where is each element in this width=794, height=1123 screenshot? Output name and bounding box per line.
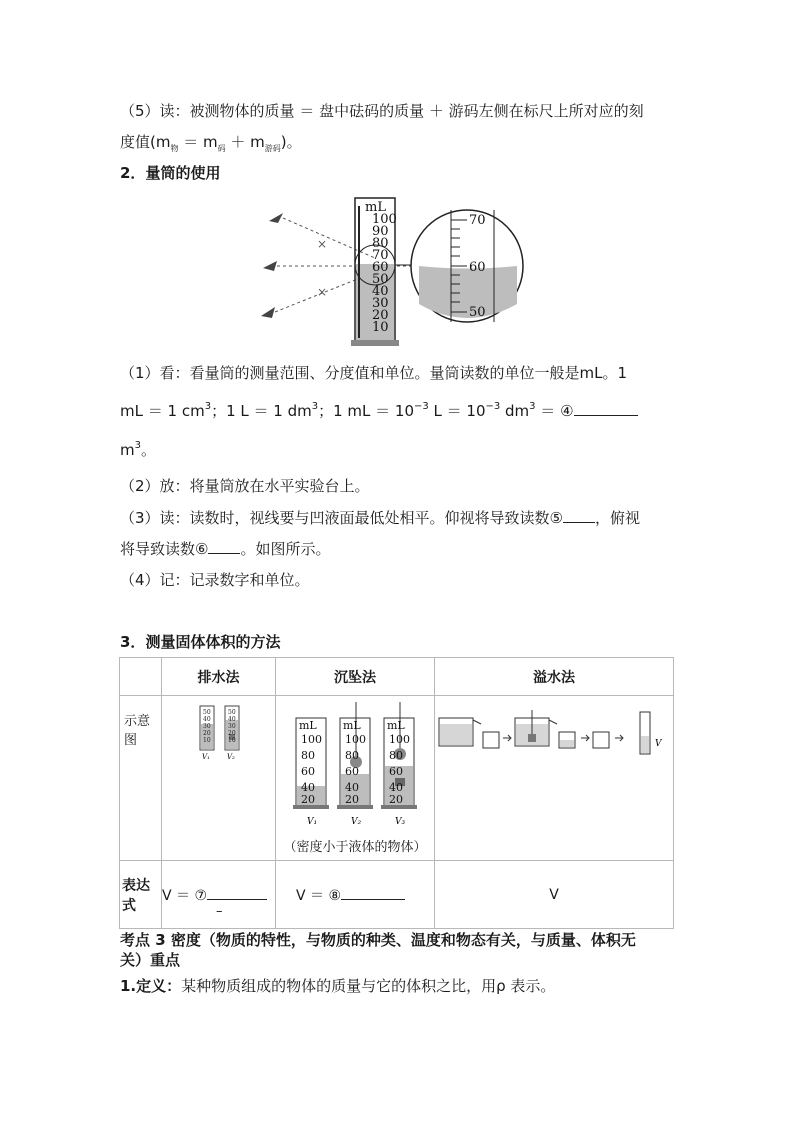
row-label-diagram: 示意图 xyxy=(120,696,162,861)
unit-text: ＝ ④ xyxy=(535,402,574,420)
scale-label: 40 xyxy=(372,284,389,299)
svg-text:×: × xyxy=(317,237,328,251)
scale-label: 90 xyxy=(372,224,389,239)
item-place xyxy=(120,476,370,496)
sink-scale-label: 100 xyxy=(301,733,322,746)
formula-sub-object: 物 xyxy=(170,144,179,153)
zoom-scale-label: 50 xyxy=(469,305,486,320)
item-read-text: 。如图所示。 xyxy=(240,540,331,558)
overflow-label-v: V xyxy=(655,739,662,749)
trailing-dash: – xyxy=(216,904,223,919)
sink-scale-label: 100 xyxy=(389,733,410,746)
reading-step-text: 被测物体的质量 ＝ 盘中砝码的质量 ＋ 游码左侧在标尺上所对应的刻 xyxy=(189,102,644,120)
sink-scale-label: 60 xyxy=(301,765,315,778)
drain-scale-label: 50 xyxy=(203,709,211,716)
scale-label: 60 xyxy=(372,260,389,275)
sink-diagram-cell xyxy=(276,696,435,861)
sink-scale-label: 80 xyxy=(301,749,315,762)
drain-scale-label: 30 xyxy=(228,723,236,730)
sink-method-diagram xyxy=(276,696,434,836)
sink-label-v3: V₃ xyxy=(395,817,406,827)
header-sink: 沉坠法 xyxy=(276,658,435,696)
kaodian-3-title-cont xyxy=(120,950,180,970)
zoom-scale-label: 60 xyxy=(469,260,486,275)
drain-diagram-cell xyxy=(162,696,276,861)
scale-label: 100 xyxy=(372,212,397,227)
section-3-title xyxy=(120,632,280,652)
item-record-text: （4）记：记录数字和单位。 xyxy=(120,571,310,589)
zoom-scale-label: 70 xyxy=(469,213,486,228)
scale-label: 20 xyxy=(372,308,389,323)
item-read-text: ，俯视 xyxy=(595,509,641,527)
item-read-cont xyxy=(120,539,330,559)
exponent: 3 xyxy=(204,401,212,412)
drain-scale-label: 50 xyxy=(228,709,236,716)
exponent: 3 xyxy=(529,401,536,412)
item-look xyxy=(120,363,627,383)
exponent: 3 xyxy=(134,440,141,451)
header-overflow: 溢水法 xyxy=(435,658,674,696)
drain-scale-label: 40 xyxy=(228,716,236,723)
answer-blank-8[interactable] xyxy=(341,885,405,900)
sink-scale-label: 60 xyxy=(389,765,403,778)
drain-label-v2: V₂ xyxy=(227,753,235,761)
sink-scale-label: 20 xyxy=(389,793,403,806)
answer-blank-6[interactable] xyxy=(208,539,240,554)
measuring-cylinder-figure xyxy=(255,192,525,352)
overflow-cup-with-object xyxy=(515,710,557,746)
cylinder-unit: mL xyxy=(365,200,386,215)
unit-text: m xyxy=(120,441,135,459)
row-label-expression xyxy=(120,861,162,929)
scale-label: 10 xyxy=(372,320,389,335)
unit-text: ；1 mL ＝ 10 xyxy=(318,402,414,420)
formula-sub-rider: 游码 xyxy=(264,144,281,153)
unit-text: L ＝ 10 xyxy=(428,402,486,420)
kaodian-3-line2: 关）重点 xyxy=(120,951,181,969)
table-corner xyxy=(120,658,162,696)
unit-text: ；1 L ＝ 1 dm xyxy=(211,402,312,420)
sink-scale-label: 40 xyxy=(301,781,315,794)
formula-start: 度值(m xyxy=(120,133,171,151)
overflow-cup xyxy=(439,718,481,746)
drain-scale-label: 20 xyxy=(203,730,211,737)
section-2-title xyxy=(120,163,220,183)
expression-sink xyxy=(276,861,435,929)
drain-scale-label: 40 xyxy=(203,716,211,723)
section-2-number: 2． xyxy=(120,164,146,182)
sink-scale-label: 100 xyxy=(345,733,366,746)
sink-label-v2: V₂ xyxy=(351,817,362,827)
exponent: −3 xyxy=(414,401,429,412)
unit-text: mL ＝ 1 cm xyxy=(120,402,205,420)
expression-sink-text: V ＝ ⑧ xyxy=(296,887,342,904)
answer-blank-4[interactable] xyxy=(574,401,638,416)
eye-icon xyxy=(269,213,283,223)
item-place-text: （2）放：将量筒放在水平实验台上。 xyxy=(120,477,370,495)
sink-scale-label: 40 xyxy=(345,781,359,794)
reading-step-formula xyxy=(120,132,302,159)
scale-label: 30 xyxy=(372,296,389,311)
expression-overflow xyxy=(435,861,674,929)
exponent: 3 xyxy=(311,401,319,412)
exponent: −3 xyxy=(485,401,501,412)
item-read-text: 将导致读数⑥ xyxy=(120,540,209,558)
sink-scale-label: 20 xyxy=(345,793,359,806)
eye-icon xyxy=(261,307,275,318)
item-read xyxy=(120,508,640,528)
section-2-text: 量筒的使用 xyxy=(145,164,221,182)
table-expression-row xyxy=(120,861,674,929)
expression-overflow-text: V xyxy=(549,886,559,903)
sink-scale-label: 80 xyxy=(389,749,403,762)
drain-scale-label: 20 xyxy=(228,730,236,737)
eye-icon xyxy=(263,261,277,271)
reading-step-prefix: （5）读： xyxy=(120,102,190,120)
table-diagram-row xyxy=(120,696,674,861)
answer-blank-7[interactable] xyxy=(207,885,267,900)
sink-unit: mL xyxy=(343,719,361,732)
formula-plus: ＋ m xyxy=(225,133,265,151)
item-read-text: （3）读：读数时，视线要与凹液面最低处相平。仰视将导致读数⑤ xyxy=(120,509,563,527)
drain-method-diagram xyxy=(162,696,275,856)
section-3-number: 3． xyxy=(120,633,146,651)
sink-scale-label: 80 xyxy=(345,749,359,762)
drain-scale-label: 30 xyxy=(203,723,211,730)
drain-label-v1: V₁ xyxy=(202,753,210,761)
item-record xyxy=(120,570,310,590)
answer-blank-5[interactable] xyxy=(563,508,595,523)
kaodian-3-line1: 考点 3 密度（物质的特性，与物质的种类、温度和物态有关，与质量、体积无 xyxy=(120,931,636,949)
expression-drain-text: V ＝ ⑦ xyxy=(162,887,208,904)
definition-text: 某种物质组成的物体的质量与它的体积之比，用ρ 表示。 xyxy=(181,977,556,995)
svg-text:×: × xyxy=(317,285,328,299)
section-3-text: 测量固体体积的方法 xyxy=(145,633,281,651)
sink-scale-label: 40 xyxy=(389,781,403,794)
overflow-method-diagram xyxy=(435,696,673,776)
pouring-beaker xyxy=(593,732,609,748)
scale-label: 70 xyxy=(372,248,389,263)
sink-label-v1: V₁ xyxy=(307,817,318,827)
sink-scale-label: 20 xyxy=(301,793,315,806)
scale-label: 50 xyxy=(372,272,389,287)
overflow-diagram-cell xyxy=(435,696,674,861)
formula-sub-weights: 码 xyxy=(217,144,226,153)
unit-text: 。 xyxy=(141,441,157,459)
sink-note: （密度小于液体的物体） xyxy=(283,840,427,855)
volume-methods-table xyxy=(119,657,674,929)
unit-conversion-line xyxy=(120,401,638,421)
kaodian-3-title xyxy=(120,930,636,950)
sink-scale-label: 60 xyxy=(345,765,359,778)
definition-line xyxy=(120,976,555,996)
unit-conversion-end xyxy=(120,440,156,460)
definition-label: 1.定义： xyxy=(120,977,182,995)
unit-text: dm xyxy=(500,402,530,420)
item-look-text: （1）看：看量筒的测量范围、分度值和单位。量筒读数的单位一般是mL。1 xyxy=(120,364,628,382)
drain-scale-label: 10 xyxy=(203,737,211,744)
formula-eq: ＝ m xyxy=(178,133,218,151)
expression-label: 表达式 xyxy=(122,877,150,914)
table-header-row xyxy=(120,658,674,696)
reading-step-line xyxy=(120,101,644,121)
sink-unit: mL xyxy=(387,719,405,732)
sink-unit: mL xyxy=(299,719,317,732)
header-drain: 排水法 xyxy=(162,658,276,696)
empty-beaker xyxy=(483,732,499,748)
scale-label: 80 xyxy=(372,236,389,251)
drain-scale-label: 10 xyxy=(228,737,236,744)
formula-end: )。 xyxy=(280,133,302,151)
